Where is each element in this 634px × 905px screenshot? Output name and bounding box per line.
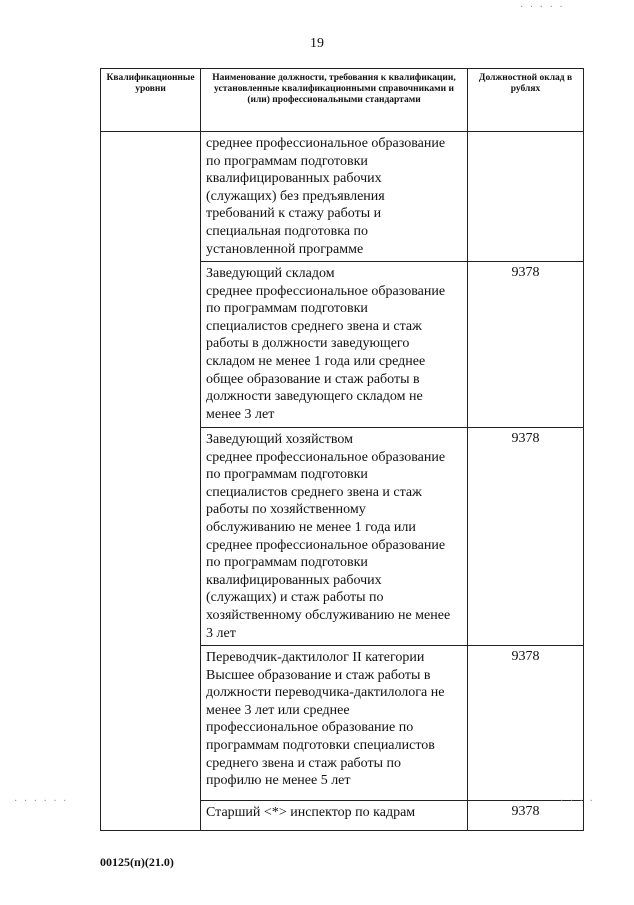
position-text: Старший <*> инспектор по кадрам [206, 805, 416, 820]
position-text: Заведующий хозяйством среднее профессиональное образование по программам подготовки специалистов среднего звена и стаж работы по хозяйственному обслуживанию не менее 1 года или среднее профессиональное образование по программам подготовки квалифицированных рабочих (служащих) и стаж работы по хозяйственному обслуживанию не менее 3 лет [206, 432, 451, 641]
table-row [101, 132, 584, 262]
position-cell [201, 262, 468, 428]
position-cell [201, 646, 468, 801]
salary-cell [468, 428, 584, 646]
scan-artifact: · · · · · [520, 2, 565, 13]
position-text: среднее профессиональное образование по программам подготовки квалифицированных рабочих (служащих) без предъявления требований к стажу работы и специальная подготовка по установленной программе [206, 136, 446, 257]
salary-value: 9378 [511, 649, 540, 664]
salary-value [468, 132, 583, 135]
document-code: 00125(п)(21.0) [100, 855, 174, 869]
salary-value: 9378 [511, 804, 540, 819]
header-position-requirements: Наименование должности, требования к квалификации, установленные квалификационными справочниками и (или) профессиональными стандартами [201, 69, 468, 132]
salary-cell [468, 262, 584, 428]
scan-artifact: · · · · [560, 796, 595, 807]
position-cell [201, 132, 468, 262]
position-cell [201, 428, 468, 646]
header-qualification-levels: Квалификационные уровни [101, 69, 201, 132]
position-text: Заведующий складом среднее профессиональное образование по программам подготовки специалистов среднего звена и стаж работы в должности заведующего складом не менее 1 года или среднее общее образование и стаж работы в должности заведующего складом не менее 3 лет [206, 266, 446, 422]
position-text: Переводчик-дактилолог II категории Высшее образование и стаж работы в должности переводчика-дактилолога не менее 3 лет или среднее профессиональное образование по программам подготовки специалистов среднего звена и стаж работы по профилю не менее 5 лет [206, 650, 445, 789]
qualification-level-cell [101, 132, 201, 831]
salary-value: 9378 [511, 265, 540, 280]
salary-value: 9378 [511, 431, 540, 446]
qualification-table [100, 68, 584, 831]
salary-cell [468, 646, 584, 801]
scan-artifact: · · · · · · [14, 796, 69, 807]
position-cell [201, 801, 468, 831]
salary-cell [468, 132, 584, 262]
table-header-row [101, 69, 584, 132]
header-salary: Должностной оклад в рублях [468, 69, 584, 132]
page-number: 19 [310, 36, 324, 51]
